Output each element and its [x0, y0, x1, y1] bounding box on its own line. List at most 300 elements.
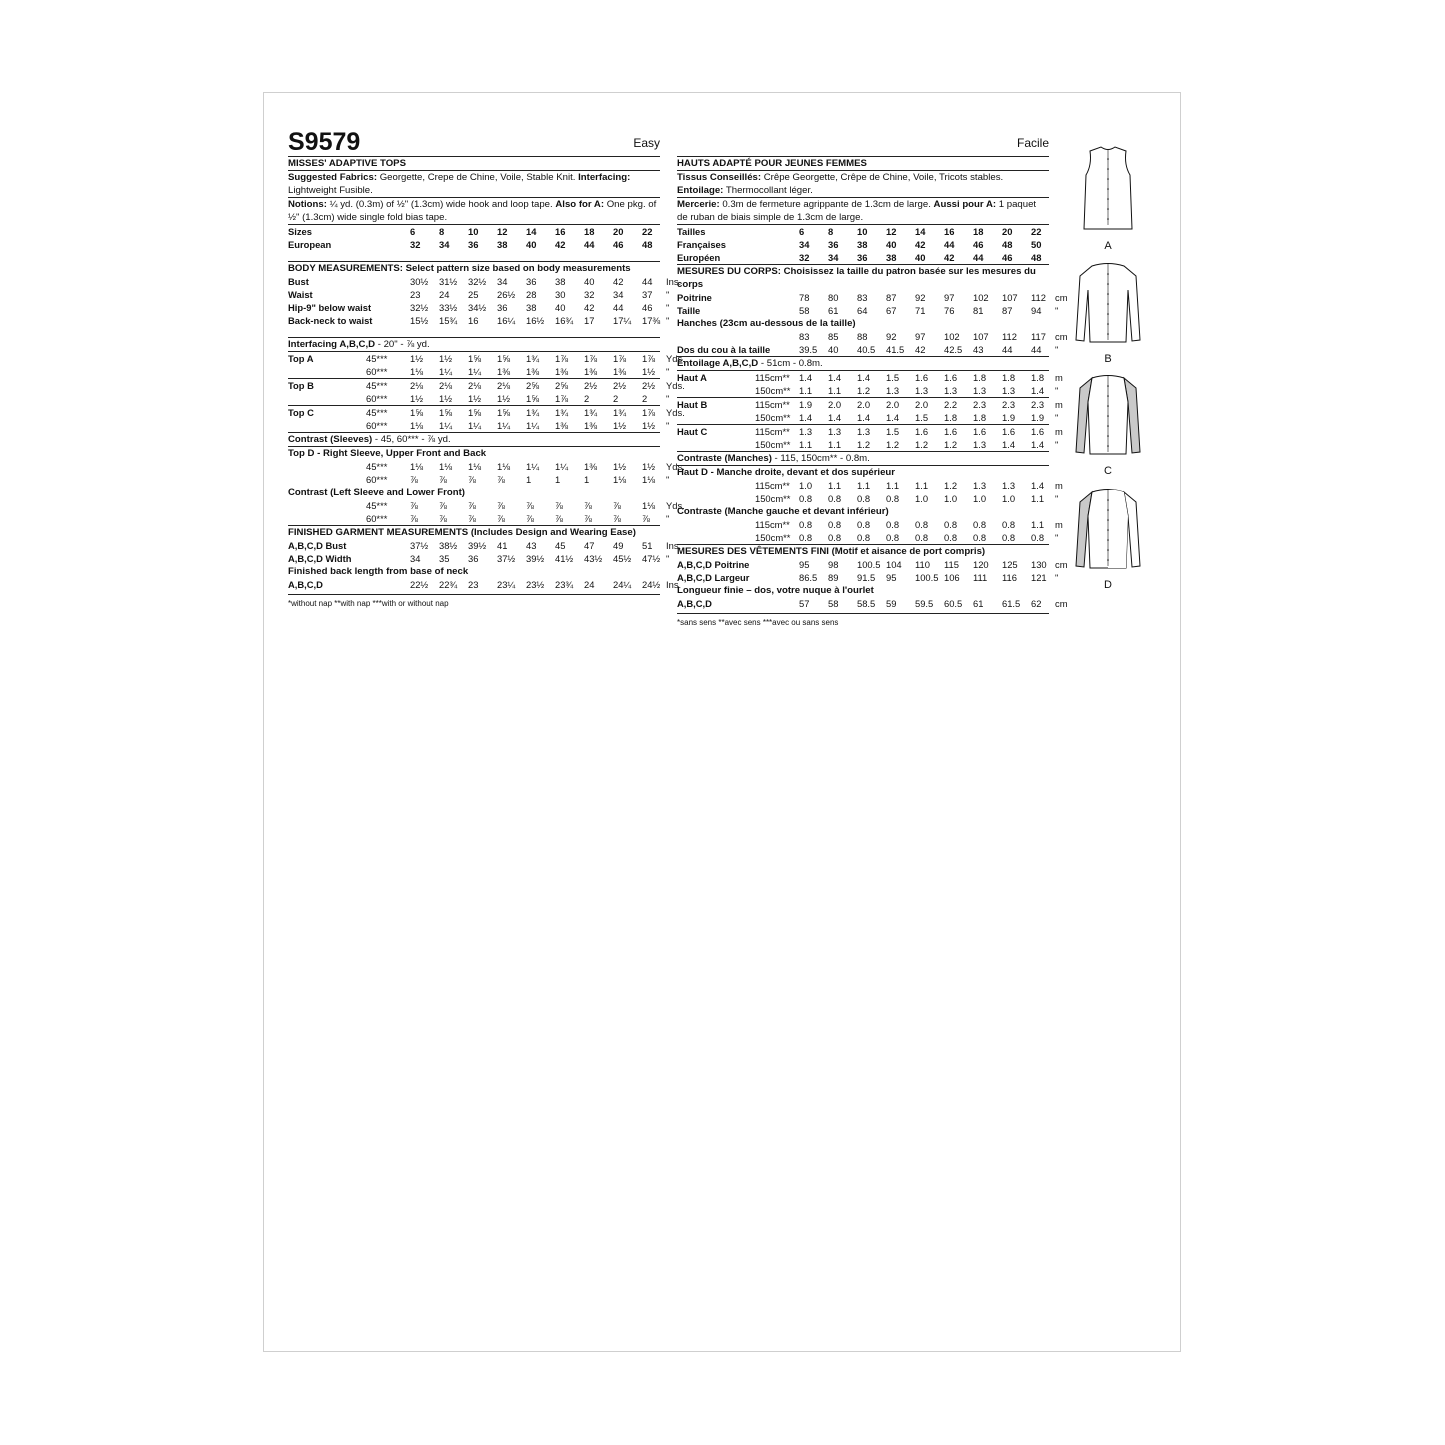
table-cell: 0.8 [886, 519, 900, 530]
table-cell: 115cm** [755, 399, 790, 410]
table-cell: 1.6 [973, 426, 987, 437]
table-cell: 0.8 [1002, 519, 1016, 530]
finished-heading: FINISHED GARMENT MEASUREMENTS (Includes Design and Wearing Ease) [288, 527, 636, 538]
top-d-heading-fr: Haut D - Manche droite, devant et dos supérieur [677, 467, 896, 478]
table-cell: 1.1 [1031, 519, 1045, 530]
notions-text: Notions: ¼ yd. (0.3m) of ½" (1.3cm) wide hook and loop tape. Also for A: One pkg. of ½" (1.3cm) wide single fold bias tape. [288, 199, 657, 223]
table-cell: " [666, 513, 670, 524]
table-cell: 44 [944, 239, 955, 250]
table-cell: 100.5 [915, 572, 939, 583]
table-cell: 1½ [613, 461, 627, 472]
table-cell: 1½ [642, 366, 656, 377]
table-cell: 102 [973, 292, 989, 303]
english-column [288, 128, 685, 608]
table-cell: 1.4 [1031, 480, 1045, 491]
pattern-title-fr: HAUTS ADAPTÉ POUR JEUNES FEMMES [677, 158, 867, 169]
table-cell: 24½ [642, 579, 661, 590]
table-cell: 150cm** [755, 532, 791, 543]
table-cell [755, 251, 799, 264]
top-d-yardage [288, 460, 685, 486]
table-cell: 37½ [410, 540, 429, 551]
table [677, 225, 1075, 264]
table-cell: 14 [526, 226, 537, 237]
table-cell: 1.5 [886, 426, 900, 437]
table-cell: 2 [584, 393, 590, 404]
table-cell: 42 [915, 239, 926, 250]
table-cell: 1½ [468, 393, 482, 404]
row-label: Tailles [677, 226, 706, 237]
table-cell: 1¼ [439, 420, 453, 431]
view-c-contrast-sleeve-top-icon [1074, 372, 1142, 458]
table-cell: 1.1 [828, 439, 842, 450]
table-cell: 40 [915, 252, 926, 263]
table-cell: 116 [1002, 572, 1017, 583]
table-cell: 1 [584, 474, 590, 485]
table-cell: 32 [584, 289, 595, 300]
table [677, 291, 1075, 317]
table-cell [1055, 225, 1075, 238]
view-a-label: A [1104, 240, 1112, 252]
table-cell: 1⅛ [468, 461, 482, 472]
table-cell [366, 301, 410, 314]
table-cell: 1.3 [915, 385, 929, 396]
table-cell: 1.6 [944, 426, 958, 437]
table-cell: ⅞ [410, 513, 418, 524]
table-cell: 115cm** [755, 372, 790, 383]
fabrics-text: Suggested Fabrics: Georgette, Crepe de Chine, Voile, Stable Knit. Interfacing: Lightweight Fusible. [288, 172, 631, 196]
table-cell: Ins. [666, 540, 682, 551]
view-a-sleeveless-top-icon [1074, 145, 1142, 233]
table-cell: 46 [973, 239, 984, 250]
table-cell: 1.3 [973, 385, 987, 396]
table [677, 371, 1075, 397]
table-cell: ⅞ [613, 513, 621, 524]
table-cell: 1.3 [857, 426, 871, 437]
table-row [677, 371, 1075, 384]
table-cell: 40 [828, 344, 839, 355]
sizes-table [288, 225, 660, 251]
table-cell [755, 304, 799, 317]
difficulty-level-fr: Facile [1016, 136, 1049, 150]
table-cell [366, 552, 410, 565]
table-cell: 58 [828, 598, 839, 609]
table-cell: 1⅝ [439, 407, 453, 418]
table-cell: 31½ [439, 276, 458, 287]
table-cell: 60*** [366, 513, 388, 524]
table-cell: 32½ [410, 302, 429, 313]
table-row [288, 301, 686, 314]
table-cell: 1.3 [828, 426, 842, 437]
row-label [677, 479, 755, 492]
table-cell: " [1055, 532, 1059, 543]
table-cell: " [1055, 344, 1059, 355]
table-cell: 45*** [366, 461, 388, 472]
table-cell: 23 [410, 289, 421, 300]
table-cell: ⅞ [584, 513, 592, 524]
table-cell: 0.8 [944, 519, 958, 530]
row-label [677, 492, 755, 505]
difficulty-level: Easy [633, 136, 660, 150]
table-cell: 1.0 [799, 480, 813, 491]
table [677, 558, 1075, 584]
table-cell: 16¼ [497, 315, 516, 326]
row-label: European [288, 239, 332, 250]
table-cell: 18 [584, 226, 595, 237]
table-cell: 1.8 [1002, 372, 1016, 383]
table-cell: 42 [613, 276, 624, 287]
row-label: A,B,C,D [288, 579, 323, 590]
table-cell: 87 [1002, 305, 1013, 316]
table-cell: 39.5 [799, 344, 818, 355]
table-cell: 22¾ [439, 579, 458, 590]
table-cell: 61.5 [1002, 598, 1021, 609]
table-row [677, 571, 1075, 584]
table-cell: 67 [886, 305, 897, 316]
table-row [677, 492, 1075, 505]
table-cell: 1¼ [468, 366, 482, 377]
table-cell: 38 [526, 302, 537, 313]
table-cell: 26½ [497, 289, 516, 300]
row-label: Haut B [677, 399, 708, 410]
table-cell: 44 [973, 252, 984, 263]
table-cell: 1¼ [526, 461, 540, 472]
table-cell: 37 [642, 289, 653, 300]
table-cell: 16½ [526, 315, 545, 326]
table-cell: 2.3 [1031, 399, 1045, 410]
table-cell [1055, 251, 1075, 264]
table-cell: 34 [410, 553, 421, 564]
table [288, 539, 686, 565]
table-cell: 40 [526, 239, 537, 250]
table-cell: 107 [1002, 292, 1018, 303]
table-cell: " [1055, 305, 1059, 316]
table-cell: 1⅝ [497, 407, 511, 418]
row-label: Top C [288, 407, 314, 418]
table-cell: 0.8 [944, 532, 958, 543]
table-cell: 0.8 [1002, 532, 1016, 543]
table-cell: 1⅞ [613, 353, 627, 364]
table-cell: 91.5 [857, 572, 876, 583]
table-cell: 2⅝ [526, 380, 540, 391]
table-cell: 1⅞ [642, 407, 656, 418]
table-cell: 1.3 [1002, 480, 1016, 491]
table-cell: 64 [857, 305, 868, 316]
top-a-yardage-fr [677, 371, 1063, 397]
row-label [288, 512, 366, 525]
table-cell: 1.6 [1031, 426, 1045, 437]
table-cell: 1.4 [857, 412, 871, 423]
table-cell: 33½ [439, 302, 458, 313]
table-cell: 0.8 [828, 493, 842, 504]
table-cell: ⅞ [613, 500, 621, 511]
table-cell: 2.0 [886, 399, 900, 410]
row-label [677, 330, 755, 343]
table-cell: 1¾ [526, 353, 540, 364]
table [288, 225, 686, 251]
row-label [677, 518, 755, 531]
table-row [288, 473, 686, 486]
table-cell: 44 [584, 239, 595, 250]
interfacing-yardage: Interfacing A,B,C,D - 20" - ⅞ yd. [288, 339, 430, 350]
table [677, 330, 1075, 356]
table-cell: 24 [584, 579, 595, 590]
table-cell: 71 [915, 305, 926, 316]
table-cell: 38 [497, 239, 508, 250]
table-cell: 59 [886, 598, 897, 609]
table-cell: 88 [857, 331, 868, 342]
table-cell: 61 [828, 305, 839, 316]
table-cell: 100.5 [857, 559, 881, 570]
table-cell: 95 [886, 572, 897, 583]
table-cell: " [666, 302, 670, 313]
table-cell: 12 [497, 226, 508, 237]
table-cell: 51 [642, 540, 653, 551]
table [288, 499, 686, 525]
table-cell: ⅞ [497, 474, 505, 485]
table-row [288, 225, 686, 238]
table-cell: 8 [828, 226, 834, 237]
table-cell: 45*** [366, 380, 388, 391]
table-cell: 1⅜ [584, 461, 598, 472]
table-cell: 2.0 [857, 399, 871, 410]
table-cell: 45*** [366, 407, 388, 418]
table-cell: 112 [1002, 331, 1017, 342]
table-cell: ⅞ [642, 513, 650, 524]
row-label [677, 438, 755, 451]
table-cell: 89 [828, 572, 839, 583]
table-cell: 49 [613, 540, 624, 551]
table-cell: 1½ [642, 461, 656, 472]
table-row [288, 406, 686, 419]
table-cell: 1¾ [613, 407, 627, 418]
table-cell: 150cm** [755, 439, 791, 450]
table-cell: 76 [944, 305, 955, 316]
row-label: Haut C [677, 426, 708, 437]
table-cell: Yds. [666, 380, 685, 391]
contrast-d-yardage-fr [677, 518, 1063, 544]
table-cell: 1.8 [944, 412, 958, 423]
table-cell: 24 [439, 289, 450, 300]
table-cell: 59.5 [915, 598, 934, 609]
table-cell [755, 225, 799, 238]
table-cell: 44 [1031, 344, 1042, 355]
table-cell: 1.4 [1031, 385, 1045, 396]
table-cell: ⅞ [410, 474, 418, 485]
view-b-illustration [1074, 260, 1142, 365]
table-cell: 2⅛ [468, 380, 482, 391]
table-cell: 81 [973, 305, 984, 316]
table-cell: 57 [799, 598, 810, 609]
table-row [288, 352, 686, 365]
table-cell: 47 [584, 540, 595, 551]
table-row [288, 238, 686, 251]
table-cell: 60*** [366, 474, 388, 485]
table-cell: 111 [973, 572, 988, 583]
table-cell: 1.3 [886, 385, 900, 396]
table-cell: cm [1055, 331, 1068, 342]
table-cell: 15¾ [439, 315, 458, 326]
table-cell: ⅞ [439, 474, 447, 485]
table-cell: 117 [1031, 331, 1046, 342]
back-length-table-fr [677, 597, 1068, 610]
table-cell: 1.1 [828, 480, 842, 491]
table-cell: 1⅜ [555, 366, 569, 377]
table-cell: 95 [799, 559, 810, 570]
table-row [677, 438, 1075, 451]
table-cell: " [666, 420, 670, 431]
table-cell: 0.8 [1031, 532, 1045, 543]
table-cell: 40 [584, 276, 595, 287]
table-cell: Yds. [666, 500, 685, 511]
table-cell: 1½ [410, 393, 424, 404]
table-cell: 1⅜ [613, 366, 627, 377]
table-cell: 0.8 [857, 519, 871, 530]
table-cell: 130 [1031, 559, 1047, 570]
table-cell: 34 [613, 289, 624, 300]
table-cell: " [666, 553, 670, 564]
table-cell: 1½ [439, 353, 453, 364]
table-cell: 35 [439, 553, 450, 564]
table-cell: 1.3 [973, 439, 987, 450]
table-row [677, 330, 1075, 343]
table-cell: 46 [642, 302, 653, 313]
table-cell: 87 [886, 292, 897, 303]
table-cell: ⅞ [555, 513, 563, 524]
table-cell: ⅞ [526, 513, 534, 524]
table-cell: 1.6 [915, 426, 929, 437]
table-cell: 36 [857, 252, 868, 263]
table [677, 425, 1075, 451]
table-cell: 78 [799, 292, 810, 303]
table-cell: 104 [886, 559, 902, 570]
table-cell: 61 [973, 598, 984, 609]
table [677, 518, 1075, 544]
table-cell: " [1055, 385, 1059, 396]
table-cell: 1¾ [584, 407, 598, 418]
table-cell: 1¼ [439, 366, 453, 377]
table-cell: 1.3 [973, 480, 987, 491]
table-cell: 60*** [366, 366, 388, 377]
table-cell: 44 [613, 302, 624, 313]
table-cell: ⅞ [497, 513, 505, 524]
table-row [288, 392, 686, 405]
table-cell: 1.2 [944, 439, 958, 450]
table-cell: 1.8 [973, 372, 987, 383]
table-cell: 46 [1002, 252, 1013, 263]
table-cell: 47½ [642, 553, 661, 564]
table-cell: " [666, 393, 670, 404]
table-cell: ⅞ [497, 500, 505, 511]
table-row [288, 512, 686, 525]
table-cell: 86.5 [799, 572, 818, 583]
table-cell: 41 [497, 540, 508, 551]
top-d-yardage-fr [677, 479, 1063, 505]
table-cell: 1.1 [799, 385, 813, 396]
table-cell: 1¼ [497, 420, 511, 431]
table-cell: 34½ [468, 302, 487, 313]
table-cell: 1⅝ [468, 353, 482, 364]
interfacing-yardage-fr: Entoilage A,B,C,D - 51cm - 0.8m. [677, 358, 823, 369]
table-cell [755, 330, 799, 343]
table-cell: 58 [799, 305, 810, 316]
body-measurements-heading: BODY MEASUREMENTS: Select pattern size based on body measurements [288, 263, 631, 274]
table-cell: 36 [828, 239, 839, 250]
view-d-label: D [1104, 579, 1112, 591]
hip-heading-fr: Hanches (23cm au-dessous de la taille) [677, 318, 856, 329]
french-column [677, 128, 1068, 627]
table-cell: 1.2 [944, 480, 958, 491]
row-label: A,B,C,D [677, 598, 712, 609]
table-cell: " [1055, 439, 1059, 450]
table-cell: 92 [886, 331, 897, 342]
table-cell: 1.4 [857, 372, 871, 383]
row-label: Taille [677, 305, 701, 316]
table-cell: 0.8 [828, 532, 842, 543]
back-length-heading-fr: Longueur finie – dos, votre nuque à l'ourlet [677, 585, 874, 596]
table-cell: 1⅛ [439, 461, 453, 472]
body-measurements-heading-fr: MESURES DU CORPS: Choisissez la taille du patron basée sur les mesures du corps [677, 266, 1036, 290]
table-cell: 1.8 [1031, 372, 1045, 383]
contrast-d-yardage [288, 499, 685, 525]
pattern-code: S9579 [288, 128, 361, 156]
table-cell: 112 [1031, 292, 1046, 303]
table-cell: 83 [857, 292, 868, 303]
table-cell: 1.1 [886, 480, 900, 491]
table-cell: 20 [1002, 226, 1013, 237]
table-cell: 1.5 [915, 412, 929, 423]
table-cell: 45 [555, 540, 566, 551]
table-cell: 107 [973, 331, 989, 342]
table-cell: 58.5 [857, 598, 876, 609]
table-cell: m [1055, 519, 1063, 530]
table-cell: 1.6 [944, 372, 958, 383]
table-cell: 60.5 [944, 598, 963, 609]
table-row [288, 552, 686, 565]
table-cell: " [1055, 493, 1059, 504]
table-row [677, 479, 1075, 492]
table-cell: 32 [799, 252, 810, 263]
table-cell: cm [1055, 292, 1068, 303]
table-cell: 34 [497, 276, 508, 287]
table-cell: 97 [944, 292, 955, 303]
table-cell: ⅞ [584, 500, 592, 511]
table-cell: 41½ [555, 553, 574, 564]
table-cell: ⅞ [468, 500, 476, 511]
table-row [288, 365, 686, 378]
row-label: Dos du cou à la taille [677, 344, 771, 355]
table-cell: 44 [1002, 344, 1013, 355]
table-cell: " [666, 289, 670, 300]
table-cell: 1⅛ [642, 474, 656, 485]
row-label: Hip-9" below waist [288, 302, 372, 313]
table-row [677, 425, 1075, 438]
table-cell: 1½ [439, 393, 453, 404]
table-cell: m [1055, 426, 1063, 437]
table-cell: 110 [915, 559, 930, 570]
table-cell: ⅞ [526, 500, 534, 511]
table-cell: 1¼ [468, 420, 482, 431]
table-cell [755, 238, 799, 251]
view-c-label: C [1104, 465, 1112, 477]
table-cell [366, 238, 410, 251]
table-cell: 22½ [410, 579, 429, 590]
table-cell: 1.9 [1031, 412, 1045, 423]
table-cell: 1⅛ [410, 420, 424, 431]
table-cell: m [1055, 480, 1063, 491]
table [288, 578, 686, 591]
table-cell: 44 [642, 276, 653, 287]
table-cell: 43½ [584, 553, 603, 564]
